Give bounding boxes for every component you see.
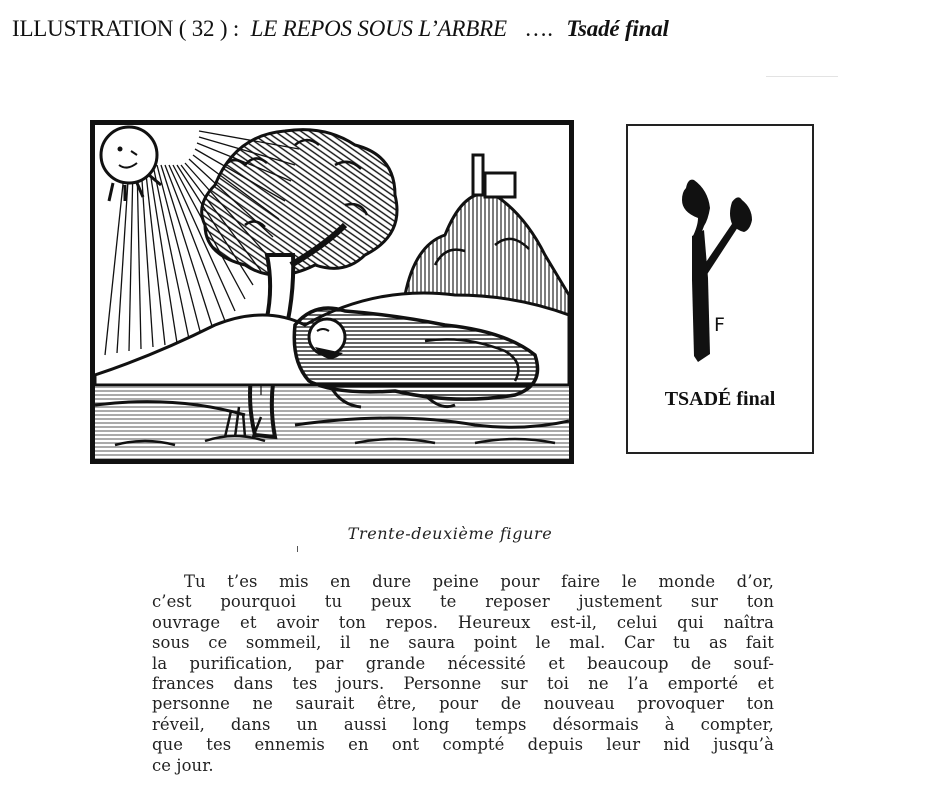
tsade-final-glyph-icon [668, 168, 768, 368]
figure-caption: Trente-deuxième figure [347, 524, 553, 543]
scan-artefact-line [766, 76, 838, 77]
page-header [12, 16, 669, 42]
castle-hill [405, 155, 569, 315]
dot-leader: …. [524, 16, 553, 41]
transliteration-label: F [714, 314, 725, 336]
body-line: réveil, dans un aussi long temps désormais à compter, [152, 714, 774, 734]
body-line: que tes ennemis en ont compté depuis leur nid jusqu’à [152, 735, 774, 755]
body-line: ce jour. [152, 755, 214, 775]
body-line: ouvrage et avoir ton repos. Heureux est-il, celui qui naîtra [152, 612, 774, 632]
foreground-ground [95, 387, 569, 459]
body-line: frances dans tes jours. Personne sur toi ne l’a emporté et [152, 674, 774, 694]
body-line: c’est pourquoi tu peux te reposer justement sur ton [152, 592, 774, 612]
body-line: sous ce sommeil, il ne saura point le mal. Car tu as fait [152, 633, 774, 653]
hebrew-letter-card [626, 124, 814, 454]
header-letter-name: Tsadé final [566, 16, 669, 41]
tree-foliage [202, 130, 397, 275]
woodcut-illustration [90, 120, 574, 464]
scan-speck [297, 546, 298, 552]
body-line: personne ne saurait être, pour de nouveau provoquer ton [152, 694, 774, 714]
illustration-title: LE REPOS SOUS L’ARBRE [250, 16, 507, 41]
illustration-number: ILLUSTRATION ( 32 ) : [12, 16, 240, 41]
body-paragraph [152, 572, 774, 776]
body-line: Tu t’es mis en dure peine pour faire le monde d’or, [184, 572, 774, 591]
body-line: la purification, par grande nécessité et beaucoup de souf- [152, 653, 774, 673]
woodcut-engraving [95, 125, 569, 459]
sun-face [101, 127, 161, 201]
letter-caption: TSADÉ final [664, 388, 776, 410]
